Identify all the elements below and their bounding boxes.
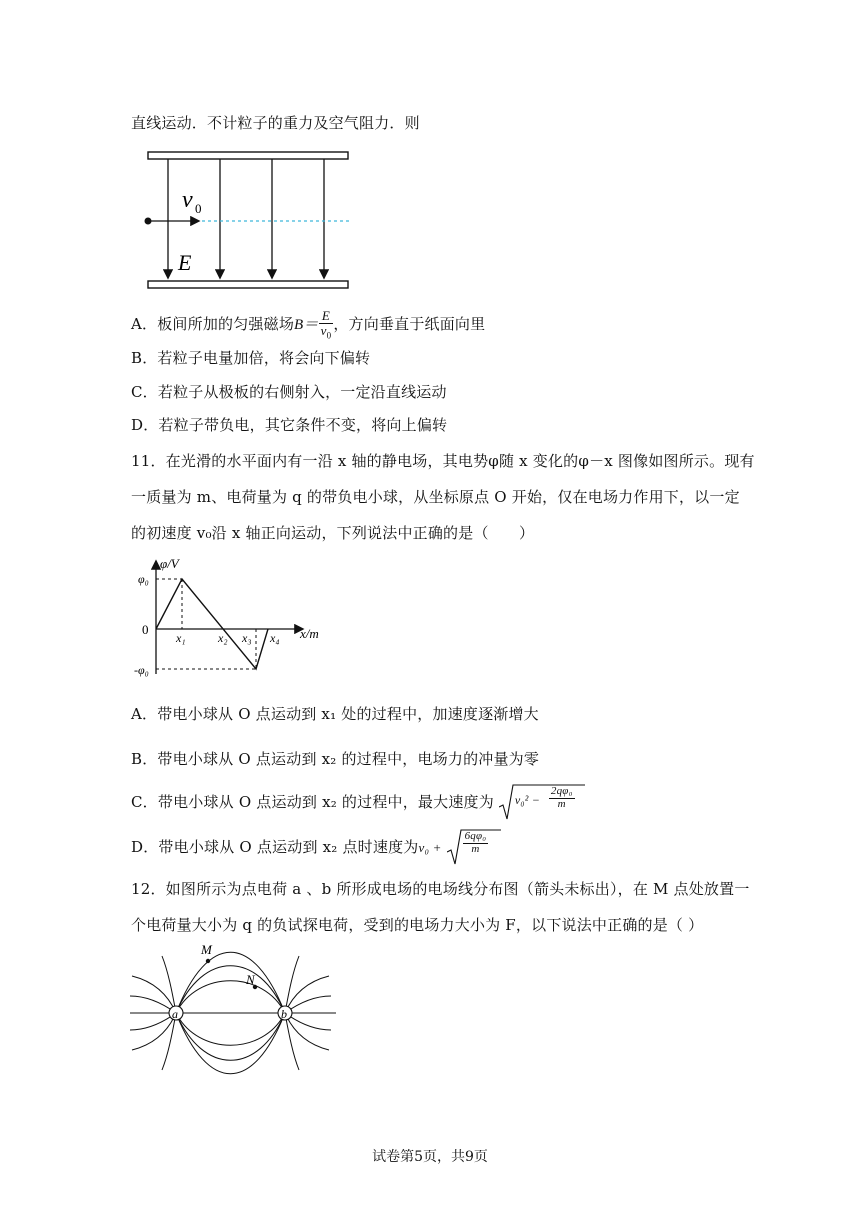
q10-option-a: A．板间所加的匀强磁场B＝ $\frac{E}{v_0}$ ，方向垂直于纸面向里	[131, 308, 486, 341]
y-axis-label: φ/V	[160, 556, 179, 571]
bottom-plate	[148, 281, 348, 288]
q11-stem-1: 11．在光滑的水平面内有一沿 x 轴的静电场，其电势φ随 x 变化的φ－x 图像如图所示。现有	[131, 452, 755, 470]
x3-label: x₃	[242, 631, 252, 645]
q11-option-b: B．带电小球从 O 点运动到 x₂ 的过程中，电场力的冲量为零	[131, 750, 540, 768]
phi0-label: φ₀	[138, 572, 149, 586]
point-m-label: M	[201, 942, 212, 957]
charge-a-label: a	[172, 1007, 178, 1021]
x2-label: x₂	[218, 631, 228, 645]
phi-curve	[156, 579, 268, 669]
page-footer: 试卷第5页，共9页	[372, 1149, 488, 1165]
point-m	[206, 959, 210, 963]
e-label: E	[178, 250, 192, 275]
x4-label: x₄	[270, 631, 280, 645]
x-axis-label: x/m	[300, 626, 319, 641]
q11-option-d: D．带电小球从 O 点运动到 x₂ 点时速度为v₀ + $\frac{\text{6qφ₀}}{m}$	[131, 828, 501, 868]
q12-stem-1: 12．如图所示为点电荷 a 、b 所形成电场的电场线分布图（箭头未标出），在 M 点处放置一	[131, 880, 750, 898]
intro-text: 直线运动．不计粒子的重力及空气阻力．则	[131, 114, 420, 132]
point-n-label: N	[246, 972, 255, 987]
v0-subscript: 0	[195, 201, 202, 216]
field-lines-figure	[128, 940, 338, 1075]
neg-phi0-label: -φ₀	[134, 663, 149, 677]
q11-stem-3: 的初速度 v₀沿 x 轴正向运动，下列说法中正确的是（ ）	[131, 524, 535, 542]
q12-stem-2: 个电荷量大小为 q 的负试探电荷，受到的电场力大小为 F，以下说法中正确的是（ ）	[131, 916, 704, 934]
q11-stem-2: 一质量为 m、电荷量为 q 的带负电小球，从坐标原点 O 开始，仅在电场力作用下，以一定	[131, 488, 740, 506]
x1-label: x₁	[176, 631, 186, 645]
q11-option-a: A．带电小球从 O 点运动到 x₁ 处的过程中，加速度逐渐增大	[131, 705, 539, 723]
q11-option-c: C．带电小球从 O 点运动到 x₂ 的过程中，最大速度为 v₀² − $\frac{\text{2qφ₀}}{m}$	[131, 783, 585, 823]
phi-x-graph	[134, 556, 344, 686]
q10-option-b: B．若粒子电量加倍，将会向下偏转	[131, 349, 371, 367]
top-plate	[148, 152, 348, 159]
plates-figure	[140, 145, 360, 295]
q10-option-c: C．若粒子从极板的右侧射入，一定沿直线运动	[131, 383, 447, 401]
v0-label: v	[182, 187, 193, 213]
origin-label: 0	[142, 622, 149, 637]
charge-b-label: b	[281, 1007, 287, 1021]
q10-option-d: D．若粒子带负电，其它条件不变，将向上偏转	[131, 416, 448, 434]
